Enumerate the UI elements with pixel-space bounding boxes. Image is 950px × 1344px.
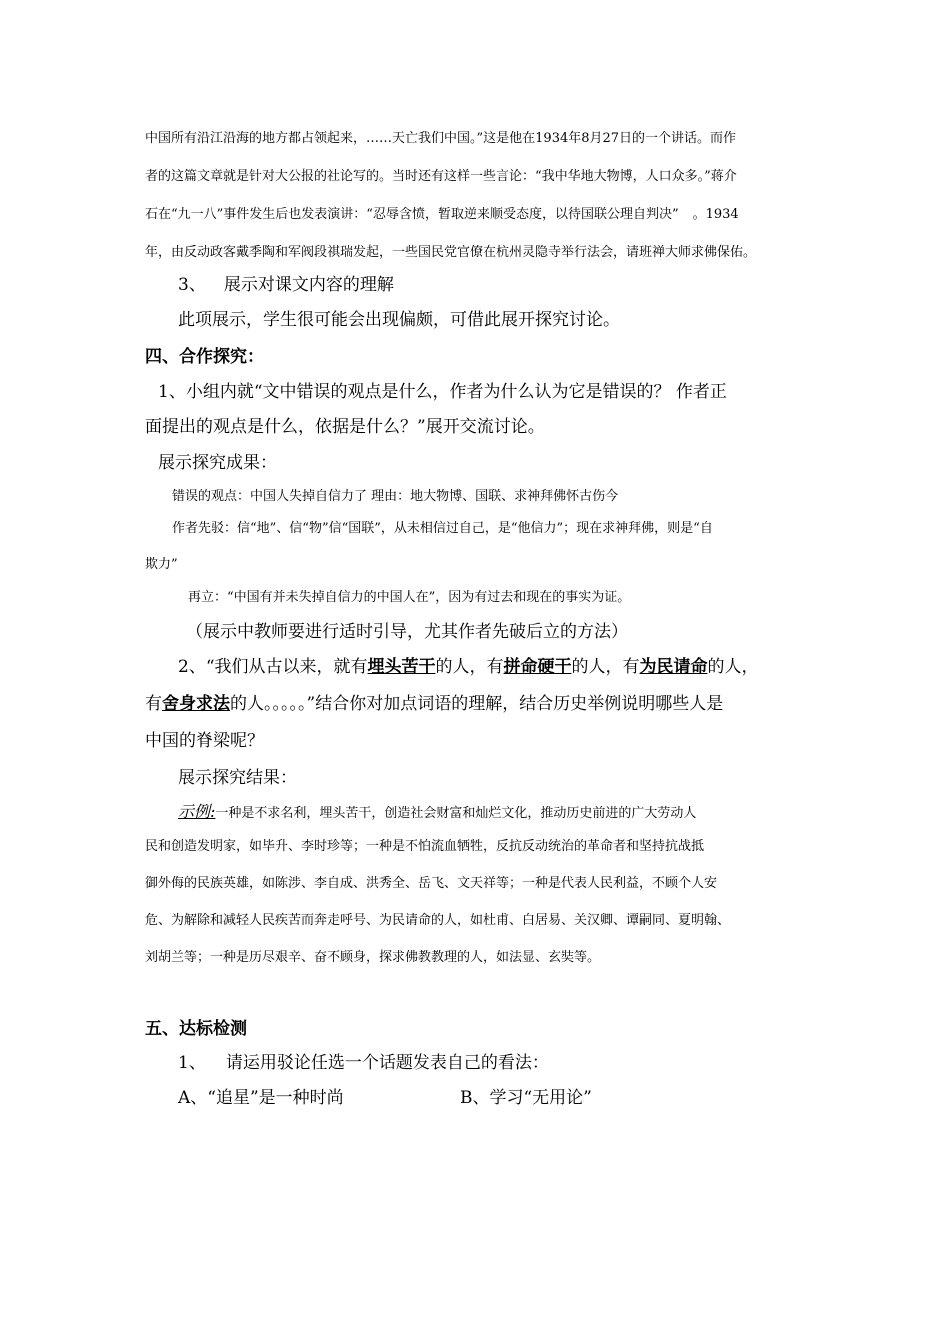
paragraph-line: 刘胡兰等；一种是历尽艰辛、奋不顾身，探求佛教教理的人，如法显、玄奘等。 (145, 950, 601, 965)
example-label: 示例: (178, 802, 216, 821)
sub-heading: 展示探究成果： (158, 453, 277, 473)
section-heading: 四、合作探究： (145, 347, 264, 367)
paragraph-line: 2、“我们从古以来，就有埋头苦干的人，有拼命硬干的人，有为民请命的人， (178, 657, 759, 677)
paragraph-line: 1、 请运用驳论任选一个话题发表自己的看法： (178, 1053, 549, 1073)
option-b: B、学习“无用论” (460, 1088, 592, 1108)
paragraph-line: 御外侮的民族英雄，如陈涉、李自成、洪秀全、岳飞、文天祥等；一种是代表人民利益，不顾个人安 (145, 876, 718, 891)
paragraph-line: 危、为解除和减轻人民疾苦而奔走呼号、为民请命的人，如杜甫、白居易、关汉卿、谭嗣同、夏明翰、 (145, 913, 731, 928)
paragraph-line: 错误的观点：中国人失掉自信力了 理由：地大物博、国联、求神拜佛怀古伤今 (172, 489, 619, 504)
paragraph-line: 面提出的观点是什么，依据是什么？”展开交流讨论。 (145, 417, 545, 437)
paragraph-line: 欺力” (145, 557, 178, 572)
paragraph-line: 石在“九一八”事件发生后也发表演讲：“忍辱含愤，暂取逆来顺受态度，以待国联公理自判决” 。1934 (145, 207, 739, 222)
option-a: A、“追星”是一种时尚 (178, 1088, 344, 1108)
section-heading: 五、达标检测 (145, 1019, 247, 1039)
paragraph-line: 此项展示，学生很可能会出现偏颇，可借此展开探究讨论。 (178, 310, 620, 330)
paragraph-line: 有舍身求法的人。。。。。”结合你对加点词语的理解，结合历史举例说明哪些人是 (145, 694, 724, 714)
keyword: 拼命硬干 (503, 657, 572, 677)
keyword: 埋头苦干 (367, 657, 436, 677)
sub-heading: 展示探究结果： (178, 768, 297, 788)
paragraph-line: 再立：“中国有并未失掉自信力的中国人在”，因为有过去和现在的事实为证。 (188, 590, 631, 605)
paragraph-line: 者的这篇文章就是针对大公报的社论写的。当时还有这样一些言论：“我中华地大物博，人口众多。”蒋介 (145, 169, 737, 184)
keyword: 为民请命 (639, 657, 708, 677)
paragraph-line: 年，由反动政客戴季陶和军阀段祺瑞发起，一些国民党官僚在杭州灵隐寺举行法会，请班禅大师求佛保佑。 (145, 245, 757, 260)
paragraph-line: 中国所有沿江沿海的地方都占领起来，……天亡我们中国。”这是他在1934年8月27日的一个讲话。而作 (145, 131, 737, 146)
paragraph-line: 中国的脊梁呢？ (145, 731, 264, 751)
paragraph-line: （展示中教师要进行适时引导，尤其作者先破后立的方法） (186, 622, 628, 642)
keyword: 舍身求法 (162, 694, 230, 714)
paragraph-line: 示例:一种是不求名利，埋头苦干，创造社会财富和灿烂文化，推动历史前进的广大劳动人 (178, 802, 697, 821)
paragraph-line: 作者先驳：信“地”、信“物”信“国联”，从未相信过自己，是“他信力”；现在求神拜佛，则是“自 (172, 521, 713, 536)
paragraph-line: 民和创造发明家，如毕升、李时珍等；一种是不怕流血牺牲，反抗反动统治的革命者和坚持抗战抵 (145, 839, 705, 854)
item-heading: 3、 展示对课文内容的理解 (178, 275, 394, 295)
paragraph-line: 1、小组内就“文中错误的观点是什么，作者为什么认为它是错误的？ 作者正 (158, 382, 727, 402)
